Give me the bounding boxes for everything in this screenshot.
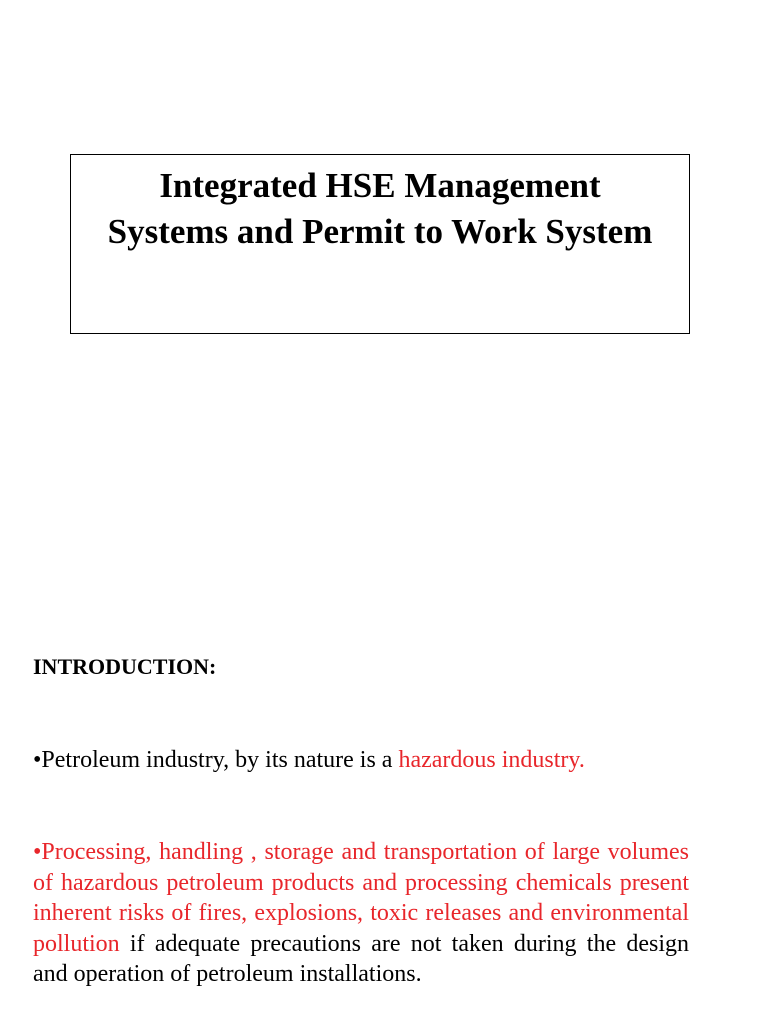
introduction-heading: INTRODUCTION: (33, 654, 217, 679)
intro-bullet-2-text: if adequate precautions are not taken during the design and operation of petroleum installations. (33, 930, 689, 987)
intro-bullet-1 (33, 744, 689, 776)
title-line-2: Systems and Permit to Work System (107, 212, 653, 251)
document-title (71, 155, 689, 255)
intro-bullet-2 (33, 837, 689, 990)
intro-bullet-1-text: •Petroleum industry, by its nature is a (33, 747, 399, 773)
title-box (70, 154, 690, 334)
intro-bullet-1-highlight: hazardous industry. (398, 747, 585, 773)
title-line-1: Integrated HSE Management (159, 166, 601, 205)
intro-bullet-2-highlight: •Processing, handling , storage and transportation of large volumes of hazardous petroleum products and processing chemicals present inherent risks of fires, explosions, toxic releases and environmental pollution (33, 839, 689, 957)
